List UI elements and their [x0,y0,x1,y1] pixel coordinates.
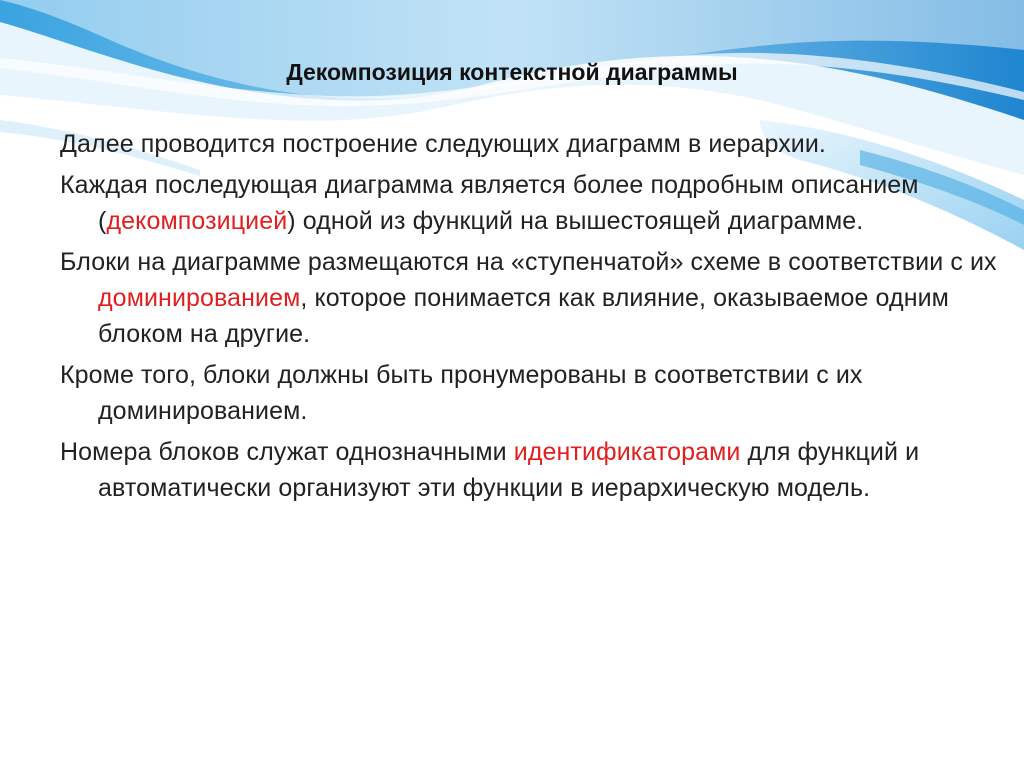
highlight-term: идентификаторами [513,438,741,466]
paragraph-text: Номера блоков служат однозначными [60,438,514,466]
paragraph-3 [60,244,1000,352]
slide-body [60,126,1000,511]
highlight-term: декомпозицией [106,207,288,235]
paragraph-text: Блоки на диаграмме размещаются на «ступенчатой» схеме в соответствии с их [60,248,997,276]
paragraph-text: Далее проводится построение следующих диаграмм в иерархии. [60,130,826,158]
paragraph-4 [60,357,1000,429]
paragraph-2 [60,167,1000,239]
highlight-term: доминированием [98,284,301,312]
paragraph-text: для функций и автоматически организуют эти функции в иерархическую модель. [98,438,920,502]
paragraph-text: , которое понимается как влияние, оказываемое одним блоком на другие. [98,284,949,348]
paragraph-5 [60,434,1000,506]
paragraph-text: Кроме того, блоки должны быть пронумерованы в соответствии с их доминированием. [60,361,863,425]
paragraph-text: Каждая последующая диаграмма является более подробным описанием ( [60,171,919,235]
slide-title: Декомпозиция контекстной диаграммы [286,59,738,85]
paragraph-text: ) одной из функций на вышестоящей диаграмме. [287,207,864,235]
paragraph-1 [60,126,1000,162]
